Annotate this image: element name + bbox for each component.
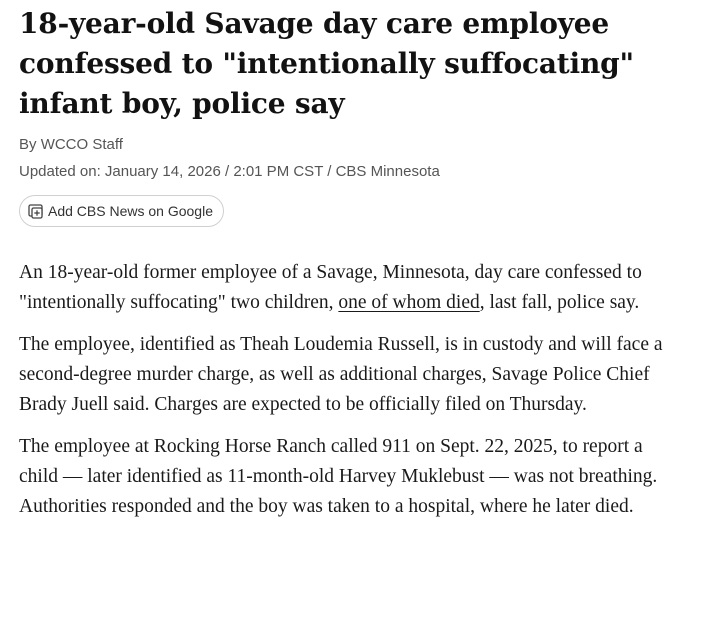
add-cbs-news-on-google-button[interactable] bbox=[19, 195, 224, 227]
author-name[interactable]: WCCO Staff bbox=[40, 136, 123, 153]
paragraph-1-text-before: An 18-year-old former employee of a Savage, Minnesota, day care confessed to "intentionally suffocating" two children, bbox=[19, 262, 642, 313]
paragraph-1 bbox=[19, 258, 669, 318]
byline bbox=[19, 135, 669, 155]
add-cbs-news-on-google-label: Add CBS News on Google bbox=[48, 203, 213, 219]
article-body bbox=[19, 258, 669, 522]
paragraph-2: The employee, identified as Theah Loudemia Russell, is in custody and will face a second-degree murder charge, as well as additional charges, Savage Police Chief Brady Juell said. Charges are expected to be officially filed on Thursday. bbox=[19, 334, 663, 415]
article-headline: 18-year-old Savage day care employee confessed to "intentionally suffocating" infant boy, police say bbox=[19, 7, 634, 120]
paragraph-1-text-after: , last fall, police say. bbox=[479, 292, 640, 313]
article bbox=[19, 0, 669, 534]
updated-dateline: Updated on: January 14, 2026 / 2:01 PM CST / CBS Minnesota bbox=[19, 163, 440, 180]
add-to-google-icon bbox=[28, 204, 43, 219]
byline-prefix: By bbox=[19, 136, 41, 153]
one-of-whom-died-link[interactable]: one of whom died bbox=[338, 292, 480, 313]
paragraph-3: The employee at Rocking Horse Ranch called 911 on Sept. 22, 2025, to report a child — later identified as 11-month-old Harvey Muklebust — was not breathing. Authorities responded and the boy was taken to a hospital, where he later died. bbox=[19, 436, 658, 517]
